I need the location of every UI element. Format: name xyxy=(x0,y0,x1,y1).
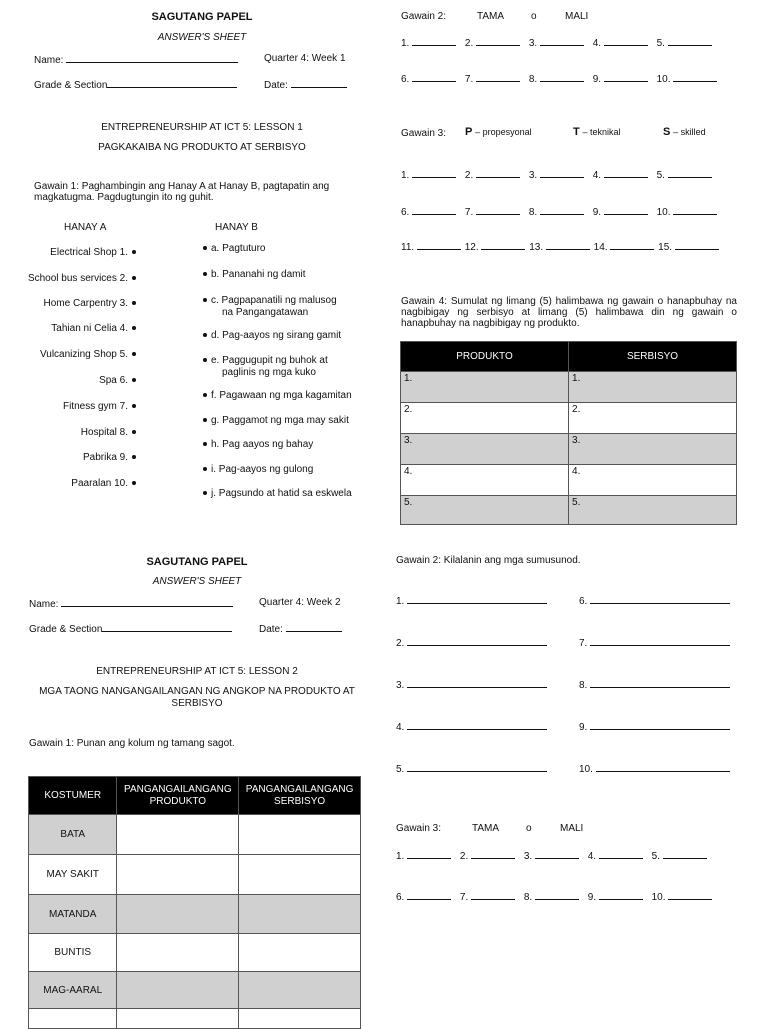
hanay-b-item[interactable]: b. Pananahi ng damit xyxy=(203,269,306,280)
answer-slot[interactable]: 9. xyxy=(579,720,730,733)
date-line xyxy=(286,622,342,632)
hanay-b-item[interactable]: h. Pag aayos ng bahay xyxy=(203,439,313,450)
connector-dot-icon[interactable] xyxy=(203,491,207,495)
connector-dot-icon[interactable] xyxy=(203,393,207,397)
answer-slot[interactable]: 4. xyxy=(588,851,643,862)
hanay-b-item[interactable]: i. Pag-aayos ng gulong xyxy=(203,464,313,475)
sheet1-name-field[interactable] xyxy=(34,53,238,66)
answer-slot[interactable]: 13. xyxy=(529,242,590,253)
mali-label: MALI xyxy=(565,11,589,22)
table-row xyxy=(401,465,737,496)
hanay-b-label: HANAY B xyxy=(215,222,258,233)
hanay-a-item[interactable]: Vulcanizing Shop 5. xyxy=(10,349,136,360)
table-row xyxy=(29,855,361,895)
answer-slot[interactable]: 8. xyxy=(579,678,730,691)
name-line xyxy=(61,597,233,607)
connector-dot-icon[interactable] xyxy=(132,250,136,254)
table-row xyxy=(29,1009,361,1029)
table-header: PANGANGAILANGANG SERBISYO xyxy=(239,777,361,815)
table-cell[interactable]: 3. xyxy=(569,434,737,465)
answer-slot[interactable]: 15. xyxy=(658,242,719,253)
answer-slot[interactable]: 3. xyxy=(529,170,584,181)
name-label: Name: xyxy=(34,55,64,66)
hanay-a-item[interactable]: Tahian ni Celia 4. xyxy=(10,323,136,334)
hanay-b-item[interactable]: g. Paggamot ng mga may sakit xyxy=(203,415,349,426)
hanay-b-item-cont: paglinis ng mga kuko xyxy=(222,367,316,378)
grade-label: Grade & Section xyxy=(29,624,103,635)
table-row xyxy=(401,496,737,525)
sheet2-gawain2-instruction: Gawain 2: Kilalanin ang mga sumusunod. xyxy=(396,555,581,566)
answer-cell[interactable] xyxy=(117,1009,239,1029)
answer-row xyxy=(396,890,712,903)
sheet2-subtitle: ANSWER'S SHEET xyxy=(152,576,242,587)
answer-slot[interactable]: 2. xyxy=(396,636,547,649)
table-row xyxy=(401,403,737,434)
gawain3-label: Gawain 3: xyxy=(401,128,447,139)
date-line xyxy=(291,78,347,88)
table-row xyxy=(401,434,737,465)
answer-slot[interactable]: 6. xyxy=(396,892,451,903)
kostumer-cell: MATANDA xyxy=(29,895,117,934)
sheet2-name-field[interactable] xyxy=(29,597,233,610)
hanay-a-item[interactable]: Paaralan 10. xyxy=(10,478,136,489)
sheet2-lesson: MGA TAONG NANGANGAILANGAN NG ANGKOP NA PRODUKTO AT SERBISYO xyxy=(39,686,355,709)
table-header: PANGANGAILANGANG PRODUKTO xyxy=(117,777,239,815)
answer-slot[interactable]: 3. xyxy=(529,38,584,49)
answer-slot[interactable]: 2. xyxy=(460,851,515,862)
connector-dot-icon[interactable] xyxy=(132,352,136,356)
answer-slot[interactable]: 3. xyxy=(396,678,547,691)
answer-slot[interactable]: 6. xyxy=(579,594,730,607)
answer-cell[interactable] xyxy=(239,855,361,895)
hanay-a-item[interactable]: Pabrika 9. xyxy=(10,452,136,463)
answer-slot[interactable]: 4. xyxy=(593,38,648,49)
kostumer-cell: BATA xyxy=(29,815,117,855)
answer-row xyxy=(401,240,719,253)
connector-dot-icon[interactable] xyxy=(132,326,136,330)
answer-slot[interactable]: 1. xyxy=(401,38,456,49)
sheet2-gawain3-label: Gawain 3: xyxy=(396,823,442,834)
table-cell[interactable]: 4. xyxy=(401,465,569,496)
kostumer-cell: MAG-AARAL xyxy=(29,972,117,1009)
hanay-b-item[interactable]: j. Pagsundo at hatid sa eskwela xyxy=(203,488,352,499)
legend-s: S – skilled xyxy=(663,126,706,138)
kostumer-table xyxy=(28,776,361,1029)
hanay-a-item[interactable]: School bus services 2. xyxy=(10,273,136,284)
answer-row xyxy=(401,168,712,181)
date-label: Date: xyxy=(259,624,283,635)
produkto-serbisyo-table xyxy=(400,341,737,525)
connector-dot-icon[interactable] xyxy=(203,298,207,302)
connector-dot-icon[interactable] xyxy=(132,378,136,382)
answer-slot[interactable]: 7. xyxy=(465,207,520,218)
answer-slot[interactable]: 1. xyxy=(401,170,456,181)
connector-dot-icon[interactable] xyxy=(132,301,136,305)
grade-line xyxy=(102,622,232,632)
connector-dot-icon[interactable] xyxy=(132,455,136,459)
answer-slot[interactable]: 4. xyxy=(593,170,648,181)
table-cell[interactable]: 1. xyxy=(569,372,737,403)
kostumer-cell: BUNTIS xyxy=(29,934,117,972)
hanay-b-item[interactable]: c. Pagpapanatili ng malusog xyxy=(203,295,337,306)
table-row xyxy=(401,372,737,403)
name-line xyxy=(66,53,238,63)
answer-slot[interactable]: 2. xyxy=(465,170,520,181)
answer-cell[interactable] xyxy=(117,855,239,895)
hanay-b-item[interactable]: a. Pagtuturo xyxy=(203,243,265,254)
answer-slot[interactable]: 5. xyxy=(396,762,547,775)
table-cell[interactable]: 5. xyxy=(401,496,569,525)
date-label: Date: xyxy=(264,80,288,91)
hanay-b-item[interactable]: d. Pag-aayos ng sirang gamit xyxy=(203,330,341,341)
connector-dot-icon[interactable] xyxy=(132,404,136,408)
answer-slot[interactable]: 14. xyxy=(594,242,655,253)
answer-cell[interactable] xyxy=(117,815,239,855)
answer-slot[interactable]: 1. xyxy=(396,851,451,862)
gawain2-label: Gawain 2: xyxy=(401,11,447,22)
answer-slot[interactable]: 4. xyxy=(396,720,547,733)
sheet1-gawain1-instruction: Gawain 1: Paghambingin ang Hanay A at Hanay B, pagtapatin ang magkatugma. Pagdugtungin ito ng guhit. xyxy=(34,181,330,203)
sheet1-date-field[interactable] xyxy=(264,78,347,91)
sheet1-grade-field[interactable] xyxy=(34,78,237,91)
sheet1-subtitle: ANSWER'S SHEET xyxy=(157,32,247,43)
grade-label: Grade & Section xyxy=(34,80,108,91)
sheet2-grade-field[interactable] xyxy=(29,622,232,635)
answer-row xyxy=(396,849,707,862)
table-header: PRODUKTO xyxy=(401,342,569,372)
sheet2-date-field[interactable] xyxy=(259,622,342,635)
table-row xyxy=(29,972,361,1009)
answer-slot[interactable]: 9. xyxy=(588,892,643,903)
answer-slot[interactable]: 6. xyxy=(401,207,456,218)
hanay-b-item[interactable]: e. Paggugupit ng buhok at xyxy=(203,355,328,366)
answer-slot[interactable]: 12. xyxy=(465,242,526,253)
table-cell[interactable]: 2. xyxy=(401,403,569,434)
answer-cell[interactable] xyxy=(239,815,361,855)
kostumer-cell xyxy=(29,1009,117,1029)
table-cell[interactable]: 2. xyxy=(569,403,737,434)
gawain4-instruction: Gawain 4: Sumulat ng limang (5) halimbawa ng gawain o hanapbuhay na nagbibigay ng serbisyo at limang (5) halimbawa din ng gawain o hanapbuhay na nagbibigay ng produkto. xyxy=(401,296,737,329)
legend-t: T – teknikal xyxy=(573,126,621,138)
kostumer-cell: MAY SAKIT xyxy=(29,855,117,895)
table-row xyxy=(29,815,361,855)
answer-row xyxy=(401,36,712,49)
table-header: KOSTUMER xyxy=(29,777,117,815)
sheet1-lesson: PAGKAKAIBA NG PRODUKTO AT SERBISYO xyxy=(98,142,306,153)
answer-slot[interactable]: 11. xyxy=(401,242,461,253)
tama-label: TAMA xyxy=(477,11,505,22)
connector-dot-icon[interactable] xyxy=(203,246,207,250)
sheet1-subject: ENTREPRENEURSHIP AT ICT 5: LESSON 1 xyxy=(101,122,303,133)
answer-cell[interactable] xyxy=(239,1009,361,1029)
answer-cell[interactable] xyxy=(239,895,361,934)
sheet2-quarter: Quarter 4: Week 2 xyxy=(259,597,341,608)
table-header: SERBISYO xyxy=(569,342,737,372)
table-row xyxy=(29,895,361,934)
tama-label: TAMA xyxy=(472,823,500,834)
connector-dot-icon[interactable] xyxy=(203,272,207,276)
answer-row xyxy=(401,72,717,85)
answer-slot[interactable]: 10. xyxy=(657,74,718,85)
table-cell[interactable]: 4. xyxy=(569,465,737,496)
mali-label: MALI xyxy=(560,823,584,834)
answer-cell[interactable] xyxy=(239,934,361,972)
o-label: o xyxy=(526,823,532,834)
sheet1-quarter: Quarter 4: Week 1 xyxy=(264,53,346,64)
hanay-a-label: HANAY A xyxy=(64,222,107,233)
answer-slot[interactable]: 3. xyxy=(524,851,579,862)
hanay-a-item[interactable]: Home Carpentry 3. xyxy=(10,298,136,309)
answer-cell[interactable] xyxy=(117,895,239,934)
answer-row xyxy=(401,205,717,218)
hanay-a-item[interactable]: Spa 6. xyxy=(10,375,136,386)
answer-slot[interactable]: 10. xyxy=(657,207,718,218)
connector-dot-icon[interactable] xyxy=(203,333,207,337)
o-label: o xyxy=(531,11,537,22)
answer-slot[interactable]: 8. xyxy=(524,892,579,903)
sheet2-title: SAGUTANG PAPEL xyxy=(146,556,248,568)
table-row xyxy=(29,934,361,972)
answer-slot[interactable]: 8. xyxy=(529,74,584,85)
hanay-a-item[interactable]: Fitness gym 7. xyxy=(10,401,136,412)
answer-cell[interactable] xyxy=(117,934,239,972)
hanay-b-item-cont: na Pangangatawan xyxy=(222,307,309,318)
connector-dot-icon[interactable] xyxy=(203,358,207,362)
answer-cell[interactable] xyxy=(239,972,361,1009)
hanay-b-item[interactable]: f. Pagawaan ng mga kagamitan xyxy=(203,390,352,401)
answer-slot[interactable]: 1. xyxy=(396,594,547,607)
answer-slot[interactable]: 5. xyxy=(652,851,707,862)
answer-slot[interactable]: 9. xyxy=(593,207,648,218)
connector-dot-icon[interactable] xyxy=(132,481,136,485)
connector-dot-icon[interactable] xyxy=(132,430,136,434)
answer-slot[interactable]: 2. xyxy=(465,38,520,49)
grade-line xyxy=(107,78,237,88)
hanay-a-item[interactable]: Electrical Shop 1. xyxy=(10,247,136,258)
hanay-a-item[interactable]: Hospital 8. xyxy=(10,427,136,438)
table-cell[interactable]: 5. xyxy=(569,496,737,525)
legend-p: P – propesyonal xyxy=(465,126,532,138)
answer-slot[interactable]: 9. xyxy=(593,74,648,85)
connector-dot-icon[interactable] xyxy=(203,467,207,471)
sheet2-gawain1-instruction: Gawain 1: Punan ang kolum ng tamang sagot. xyxy=(29,738,235,749)
answer-slot[interactable]: 7. xyxy=(579,636,730,649)
answer-cell[interactable] xyxy=(117,972,239,1009)
connector-dot-icon[interactable] xyxy=(132,276,136,280)
table-cell[interactable]: 3. xyxy=(401,434,569,465)
connector-dot-icon[interactable] xyxy=(203,418,207,422)
answer-slot[interactable]: 10. xyxy=(579,762,730,775)
answer-slot[interactable]: 5. xyxy=(657,38,712,49)
answer-slot[interactable]: 10. xyxy=(652,892,713,903)
table-cell[interactable]: 1. xyxy=(401,372,569,403)
answer-slot[interactable]: 8. xyxy=(529,207,584,218)
answer-slot[interactable]: 5. xyxy=(657,170,712,181)
sheet2-subject: ENTREPRENEURSHIP AT ICT 5: LESSON 2 xyxy=(96,666,298,677)
connector-dot-icon[interactable] xyxy=(203,442,207,446)
answer-slot[interactable]: 7. xyxy=(460,892,515,903)
name-label: Name: xyxy=(29,599,59,610)
answer-slot[interactable]: 7. xyxy=(465,74,520,85)
sheet1-title: SAGUTANG PAPEL xyxy=(151,11,253,23)
answer-slot[interactable]: 6. xyxy=(401,74,456,85)
